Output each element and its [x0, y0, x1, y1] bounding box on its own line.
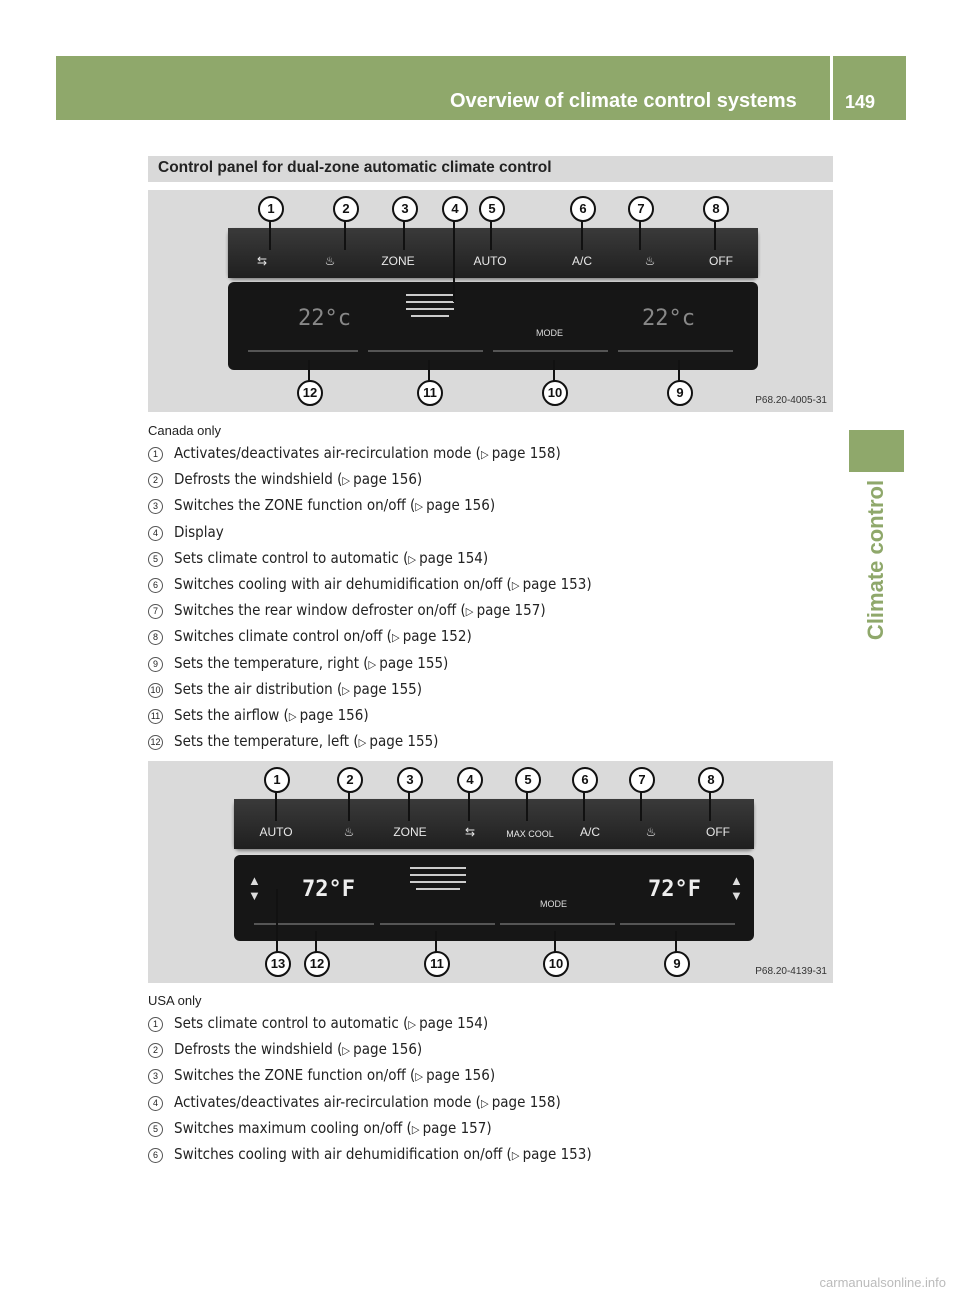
item-page-ref: page 156) [426, 1066, 496, 1085]
airflow-bars [410, 867, 466, 895]
callout-line [675, 931, 677, 953]
callout-line [526, 791, 528, 821]
page-ref-arrow-icon: ▷ [415, 1070, 427, 1084]
page-ref-arrow-icon: ▷ [288, 709, 300, 723]
number-icon: 12 [148, 735, 163, 750]
item-page-ref: page 155) [369, 732, 439, 751]
number-icon: 8 [148, 630, 163, 645]
callout-line [403, 220, 405, 250]
number-icon: 2 [148, 1043, 163, 1058]
page-ref-arrow-icon: ▷ [368, 657, 380, 671]
callout-line [435, 931, 437, 953]
list-item [148, 652, 592, 678]
temp-right-display: 72°F [648, 877, 701, 902]
page-ref-arrow-icon: ▷ [391, 631, 403, 645]
button-strip [234, 799, 754, 849]
caption-canada: Canada only [148, 423, 221, 438]
callout-line [453, 220, 455, 302]
number-icon: 9 [148, 657, 163, 672]
page-ref-arrow-icon: ▷ [408, 552, 420, 566]
list-item [148, 704, 592, 730]
number-icon: 3 [148, 1069, 163, 1084]
callout-line [276, 889, 278, 953]
list-item [148, 1117, 592, 1143]
off-button [682, 799, 754, 849]
callout-2: 2 [333, 196, 359, 222]
item-page-ref: page 158) [491, 444, 561, 462]
section-heading-text: Control panel for dual-zone automatic climate control [158, 159, 552, 176]
temp-right-arrows-icon: ▲ ▼ [730, 873, 743, 903]
item-page-ref: page 153) [522, 574, 592, 593]
car-recirculation-icon: ⇆ [464, 825, 476, 839]
page-ref-arrow-icon: ▷ [342, 1044, 354, 1058]
item-text: Activates/deactivates air-recirculation mode ( [174, 1092, 481, 1111]
item-page-ref: page 156) [353, 1040, 423, 1059]
item-page-ref: page 154) [419, 1014, 489, 1032]
recirculation-button [440, 799, 501, 849]
item-text: Sets the temperature, right ( [174, 653, 369, 672]
callout-line [554, 931, 556, 953]
display-strip [228, 282, 758, 370]
callout-line [581, 220, 583, 250]
list-item [148, 730, 592, 756]
display-strip [234, 855, 754, 941]
list-item [148, 1038, 592, 1064]
item-page-ref: page 158) [491, 1092, 561, 1111]
list-item [148, 547, 592, 573]
item-text: Sets the air distribution ( [174, 679, 343, 698]
off-button [684, 228, 758, 278]
number-icon: 1 [148, 447, 163, 462]
auto-label: AUTO [473, 254, 507, 268]
callout-line [468, 791, 470, 821]
item-text: Sets climate control to automatic ( [174, 548, 409, 567]
callout-13: 13 [265, 951, 291, 977]
list-item [148, 521, 592, 547]
callout-5: 5 [515, 767, 541, 793]
page-header-title: Overview of climate control systems [450, 90, 797, 112]
callout-line [639, 220, 641, 250]
callout-4: 4 [457, 767, 483, 793]
item-text: Switches cooling with air dehumidification on/off ( [174, 1144, 512, 1163]
rocker-left [248, 350, 358, 352]
item-page-ref: page 155) [352, 679, 423, 698]
item-page-ref: page 155) [379, 653, 449, 672]
watermark: carmanualsonline.info [819, 1275, 946, 1290]
item-page-ref: page 156) [353, 470, 423, 489]
legend-list-canada [148, 442, 592, 756]
page-ref-arrow-icon: ▷ [415, 500, 427, 514]
figure-code: P68.20-4139-31 [755, 966, 827, 977]
list-item [148, 494, 592, 520]
number-icon: 6 [148, 578, 163, 593]
callout-line [348, 791, 350, 821]
number-icon: 7 [148, 604, 163, 619]
recirculation-button [228, 228, 297, 278]
list-item [148, 1064, 592, 1090]
number-icon: 1 [148, 1017, 163, 1032]
figure-canada-panel [148, 190, 833, 412]
item-page-ref: page 156) [299, 705, 369, 724]
off-label: OFF [706, 825, 730, 839]
figure-code: P68.20-4005-31 [755, 395, 827, 406]
number-icon: 4 [148, 526, 163, 541]
list-item [148, 1143, 592, 1169]
temp-right-display: 22°c [642, 306, 695, 331]
callout-line [269, 220, 271, 250]
airflow-bars [406, 294, 454, 322]
callout-10: 10 [542, 380, 568, 406]
callout-10: 10 [543, 951, 569, 977]
max-cool-button [500, 799, 561, 849]
temp-left-display: 72°F [302, 877, 355, 902]
mode-label: MODE [540, 899, 567, 909]
number-icon: 6 [148, 1148, 163, 1163]
list-item [148, 573, 592, 599]
page-ref-arrow-icon: ▷ [408, 1018, 420, 1031]
item-page-ref: page 157) [476, 601, 546, 620]
list-item [148, 468, 592, 494]
item-text: Switches the ZONE function on/off ( [174, 496, 416, 515]
rear-defrost-icon: ♨ [645, 825, 657, 839]
page-ref-arrow-icon: ▷ [465, 605, 477, 619]
callout-3: 3 [397, 767, 423, 793]
callout-line [408, 791, 410, 821]
callout-11: 11 [424, 951, 450, 977]
callout-7: 7 [628, 196, 654, 222]
auto-label: AUTO [259, 825, 293, 839]
number-icon: 5 [148, 1122, 163, 1137]
off-label: OFF [709, 254, 733, 268]
page-ref-arrow-icon: ▷ [342, 474, 354, 488]
callout-line [583, 791, 585, 821]
page-ref-arrow-icon: ▷ [358, 736, 370, 750]
zone-label: ZONE [381, 254, 415, 268]
item-text: Switches maximum cooling on/off ( [174, 1118, 412, 1137]
item-page-ref: page 152) [402, 627, 472, 646]
callout-9: 9 [667, 380, 693, 406]
ac-label: A/C [571, 254, 592, 268]
callout-line [640, 791, 642, 821]
number-icon: 2 [148, 473, 163, 488]
callout-8: 8 [698, 767, 724, 793]
callout-12: 12 [304, 951, 330, 977]
callout-8: 8 [703, 196, 729, 222]
list-item [148, 1091, 592, 1117]
item-text: Display [174, 522, 224, 541]
callout-line [678, 360, 680, 382]
rocker-left [254, 923, 374, 925]
callout-line [344, 220, 346, 250]
item-text: Sets the airflow ( [174, 705, 289, 724]
list-item [148, 1012, 592, 1038]
callout-4: 4 [442, 196, 468, 222]
max-cool-label: MAX COOL [506, 829, 554, 839]
page-ref-arrow-icon: ▷ [480, 448, 492, 461]
callout-line [315, 931, 317, 953]
windshield-defrost-icon: ♨ [324, 254, 336, 268]
zone-label: ZONE [393, 825, 427, 839]
page-number: 149 [845, 92, 876, 112]
callout-3: 3 [392, 196, 418, 222]
callout-12: 12 [297, 380, 323, 406]
page-ref-arrow-icon: ▷ [480, 1096, 492, 1110]
item-page-ref: page 157) [422, 1118, 492, 1137]
rocker-center-right [500, 923, 615, 925]
temp-left-display: 22°c [298, 306, 351, 331]
list-item [148, 678, 592, 704]
list-item [148, 442, 592, 468]
callout-9: 9 [664, 951, 690, 977]
car-recirculation-icon: ⇆ [256, 254, 268, 268]
callout-11: 11 [417, 380, 443, 406]
item-text: Activates/deactivates air-recirculation mode ( [174, 444, 481, 462]
item-text: Switches the ZONE function on/off ( [174, 1066, 416, 1085]
rear-defrost-button [620, 799, 683, 849]
item-text: Sets climate control to automatic ( [174, 1014, 409, 1032]
item-page-ref: page 156) [426, 496, 496, 515]
header-divider [830, 56, 833, 120]
mode-label: MODE [536, 328, 563, 338]
chapter-label: Climate control [863, 479, 888, 641]
callout-line [714, 220, 716, 250]
number-icon: 5 [148, 552, 163, 567]
item-text: Switches cooling with air dehumidification on/off ( [174, 574, 512, 593]
item-text: Defrosts the windshield ( [174, 1040, 343, 1059]
item-page-ref: page 153) [522, 1144, 592, 1163]
item-text: Sets the temperature, left ( [174, 732, 359, 751]
figure-usa-panel [148, 761, 833, 983]
callout-6: 6 [572, 767, 598, 793]
page-ref-arrow-icon: ▷ [342, 683, 353, 697]
number-icon: 3 [148, 499, 163, 514]
legend-list-usa [148, 1012, 592, 1169]
number-icon: 10 [148, 683, 163, 698]
callout-line [428, 360, 430, 382]
chapter-tab [849, 430, 904, 472]
rocker-center-left [368, 350, 483, 352]
callout-line [275, 791, 277, 821]
list-item [148, 599, 592, 625]
page-ref-arrow-icon: ▷ [511, 1148, 523, 1162]
zone-button [364, 228, 433, 278]
rocker-center-left [380, 923, 495, 925]
callout-1: 1 [258, 196, 284, 222]
callout-7: 7 [629, 767, 655, 793]
callout-2: 2 [337, 767, 363, 793]
number-icon: 4 [148, 1096, 163, 1111]
callout-line [308, 360, 310, 382]
button-strip [228, 228, 758, 278]
list-item [148, 625, 592, 651]
zone-button [380, 799, 441, 849]
callout-5: 5 [479, 196, 505, 222]
number-icon: 11 [148, 709, 163, 724]
page-ref-arrow-icon: ▷ [511, 578, 523, 592]
caption-usa: USA only [148, 993, 202, 1008]
callout-1: 1 [264, 767, 290, 793]
item-text: Switches climate control on/off ( [174, 627, 392, 646]
temp-left-arrows-icon: ▲ ▼ [248, 873, 261, 903]
defrost-max-button [296, 228, 365, 278]
ac-button [560, 799, 621, 849]
callout-line [490, 220, 492, 250]
callout-6: 6 [570, 196, 596, 222]
callout-line [553, 360, 555, 382]
ac-label: A/C [579, 825, 600, 839]
rocker-right [618, 350, 733, 352]
rear-defrost-button [616, 228, 685, 278]
section-heading [148, 156, 833, 182]
item-page-ref: page 154) [419, 548, 489, 567]
item-text: Switches the rear window defroster on/off ( [174, 601, 466, 620]
windshield-defrost-icon: ♨ [343, 825, 355, 839]
rocker-right [620, 923, 735, 925]
item-text: Defrosts the windshield ( [174, 470, 343, 489]
rocker-center-right [493, 350, 608, 352]
callout-line [709, 791, 711, 821]
rear-defrost-icon: ♨ [644, 254, 656, 268]
page-ref-arrow-icon: ▷ [411, 1122, 423, 1136]
